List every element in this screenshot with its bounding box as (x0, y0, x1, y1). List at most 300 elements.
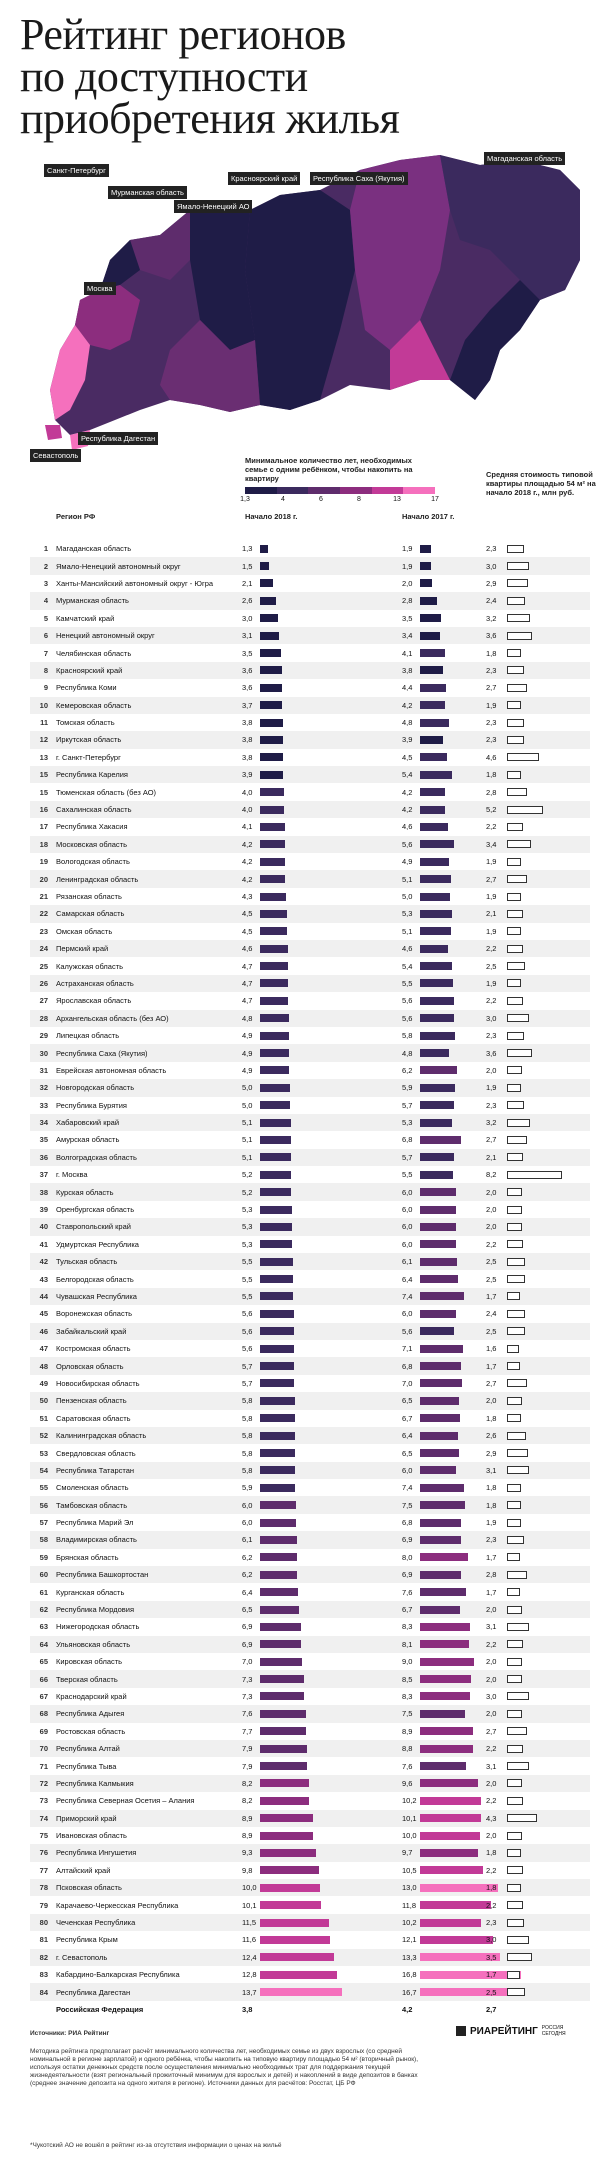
header-2017: Начало 2017 г. (402, 512, 455, 521)
table-row (30, 627, 590, 644)
row-2018-bar (260, 962, 288, 970)
row-2017-bar (420, 1153, 454, 1161)
row-2018-value: 3,8 (242, 735, 253, 745)
row-2018-value: 2,1 (242, 578, 253, 588)
row-region: Республика Северная Осетия – Алания (56, 1796, 195, 1806)
row-price-bar (507, 1258, 525, 1266)
row-price-value: 1,8 (486, 1848, 497, 1858)
row-2018-bar (260, 1675, 304, 1683)
row-2018-value: 4,5 (242, 926, 253, 936)
row-2017-value: 5,1 (402, 874, 413, 884)
row-price-value: 2,3 (486, 1918, 497, 1928)
row-price-value: 2,3 (486, 735, 497, 745)
row-2017-bar (420, 1066, 457, 1074)
row-price-value: 3,0 (486, 1691, 497, 1701)
table-row (30, 1618, 590, 1635)
row-2018-value: 8,9 (242, 1831, 253, 1841)
row-price-value: 2,0 (486, 1065, 497, 1075)
row-2017-value: 6,8 (402, 1361, 413, 1371)
row-region: Липецкая область (56, 1031, 120, 1041)
ria-logo (456, 2025, 572, 2037)
row-price-bar (507, 1866, 523, 1874)
row-price-value: 1,7 (486, 1970, 497, 1980)
table-row (30, 1410, 590, 1427)
row-region: Республика Ингушетия (56, 1848, 137, 1858)
row-rank: 52 (39, 1431, 48, 1441)
row-price-bar (507, 1101, 524, 1109)
row-2017-bar (420, 597, 437, 605)
russia-row (30, 2000, 590, 2018)
header-price: Средняя стоимость типовой квартиры площадью 54 м² на начало 2018 г., млн руб. (486, 470, 596, 497)
row-2017-bar (420, 562, 431, 570)
legend-tick: 1,3 (240, 496, 250, 503)
row-2017-bar (420, 1727, 473, 1735)
row-2018-value: 4,7 (242, 996, 253, 1006)
row-price-bar (507, 1119, 530, 1127)
map-label-spb: Санкт-Петербург (44, 164, 109, 177)
row-2018-value: 4,1 (242, 822, 253, 832)
row-2017-value: 8,5 (402, 1674, 413, 1684)
row-rank: 29 (39, 1031, 48, 1041)
row-2018-bar (260, 1345, 294, 1353)
row-2018-value: 12,8 (242, 1970, 257, 1980)
row-region: Республика Марий Эл (56, 1518, 134, 1528)
map-label-magadan: Магаданская область (484, 152, 565, 165)
row-region: Смоленская область (56, 1483, 129, 1493)
row-rank: 70 (39, 1744, 48, 1754)
row-2017-bar (420, 1623, 470, 1631)
row-2018-bar (260, 1919, 329, 1927)
table-row (30, 1688, 590, 1705)
table-row (30, 1044, 590, 1061)
row-2018-bar (260, 1536, 297, 1544)
row-price-bar (507, 875, 527, 883)
row-2018-value: 5,1 (242, 1135, 253, 1145)
row-2017-value: 5,6 (402, 1013, 413, 1023)
row-rank: 12 (39, 735, 48, 745)
row-price-bar (507, 597, 525, 605)
row-region: Кировская область (56, 1657, 123, 1667)
row-2017-bar (420, 1571, 461, 1579)
row-2017-value: 5,4 (402, 770, 413, 780)
row-2017-bar (420, 719, 449, 727)
row-2018-value: 1,3 (242, 544, 253, 554)
row-rank: 8 (43, 665, 48, 675)
table-row (30, 870, 590, 887)
table-row (30, 592, 590, 609)
row-2018-value: 5,3 (242, 1222, 253, 1232)
row-rank: 57 (39, 1518, 48, 1528)
row-2018-value: 5,6 (242, 1309, 253, 1319)
row-2017-value: 13,0 (402, 1883, 417, 1893)
row-price-bar (507, 1727, 527, 1735)
row-price-bar (507, 1536, 524, 1544)
row-2017-value: 6,0 (402, 1465, 413, 1475)
row-2018-bar (260, 1814, 313, 1822)
row-2018-bar (260, 736, 283, 744)
table-row (30, 1949, 590, 1966)
row-2018-value: 5,1 (242, 1152, 253, 1162)
row-2018-bar (260, 1484, 295, 1492)
row-2018-value: 5,7 (242, 1361, 253, 1371)
row-2017-value: 5,1 (402, 926, 413, 936)
row-price-value: 2,0 (486, 1709, 497, 1719)
row-price-value: 2,5 (486, 1257, 497, 1267)
row-rank: 65 (39, 1657, 48, 1667)
row-2017-bar (420, 1397, 459, 1405)
legend-ticks (240, 496, 439, 506)
row-2018-bar (260, 719, 283, 727)
sources-note: Источники: РИА Рейтинг (30, 2030, 110, 2037)
row-2017-bar (420, 927, 451, 935)
row-2017-value: 8,3 (402, 1622, 413, 1632)
row-region: Томская область (56, 718, 115, 728)
row-price-bar (507, 1153, 523, 1161)
row-price-bar (507, 666, 524, 674)
row-2017-bar (420, 614, 441, 622)
row-price-bar (507, 1571, 527, 1579)
table-row (30, 1914, 590, 1931)
row-2018-value: 3,5 (242, 648, 253, 658)
row-region: Магаданская область (56, 544, 132, 554)
row-price-value: 2,3 (486, 544, 497, 554)
row-rank: 38 (39, 1187, 48, 1197)
row-price-value: 3,2 (486, 613, 497, 623)
table-row (30, 853, 590, 870)
row-price-value: 2,0 (486, 1605, 497, 1615)
table-row (30, 1201, 590, 1218)
row-2018-value: 10,1 (242, 1900, 257, 1910)
table-row (30, 923, 590, 940)
table-row (30, 1983, 590, 2000)
row-price-bar (507, 1901, 523, 1909)
row-price-bar (507, 1606, 522, 1614)
row-region: Пензенская область (56, 1396, 127, 1406)
row-2018-value: 7,9 (242, 1761, 253, 1771)
row-region: Владимирская область (56, 1535, 137, 1545)
row-price-bar (507, 1519, 521, 1527)
row-price-value: 2,0 (486, 1674, 497, 1684)
row-price-bar (507, 823, 523, 831)
row-2018-bar (260, 893, 286, 901)
row-2017-value: 4,2 (402, 787, 413, 797)
row-2018-bar (260, 1519, 296, 1527)
table-row (30, 1427, 590, 1444)
table-row (30, 1305, 590, 1322)
row-2018-value: 5,3 (242, 1205, 253, 1215)
row-2017-value: 4,2 (402, 805, 413, 815)
row-2018-bar (260, 1971, 337, 1979)
russia-label: Российская Федерация (56, 2004, 144, 2014)
row-price-value: 2,2 (486, 1796, 497, 1806)
legend-tick: 8 (357, 496, 361, 503)
row-price-value: 2,5 (486, 961, 497, 971)
table-row (30, 1896, 590, 1913)
row-2018-bar (260, 875, 285, 883)
row-2018-value: 5,8 (242, 1448, 253, 1458)
row-2017-bar (420, 806, 445, 814)
row-2018-value: 3,7 (242, 700, 253, 710)
row-price-bar (507, 1658, 522, 1666)
table-row (30, 1549, 590, 1566)
table-row (30, 801, 590, 818)
row-rank: 30 (39, 1048, 48, 1058)
row-2017-value: 8,3 (402, 1691, 413, 1701)
russia-2017: 4,2 (402, 2004, 413, 2014)
row-rank: 21 (39, 892, 48, 901)
row-price-value: 1,8 (486, 1500, 497, 1510)
table-row (30, 1601, 590, 1618)
row-price-bar (507, 1014, 529, 1022)
row-2017-bar (420, 1084, 455, 1092)
table-row (30, 540, 590, 557)
row-2018-bar (260, 1171, 291, 1179)
table-row (30, 888, 590, 905)
row-rank: 69 (39, 1726, 48, 1736)
row-2018-bar (260, 1136, 291, 1144)
row-price-value: 3,1 (486, 1761, 497, 1771)
row-2017-value: 7,6 (402, 1761, 413, 1771)
row-2017-bar (420, 1866, 483, 1874)
row-price-value: 1,9 (486, 700, 497, 710)
row-2018-value: 5,9 (242, 1483, 253, 1493)
row-price-bar (507, 1692, 529, 1700)
row-2018-bar (260, 701, 282, 709)
row-rank: 2 (43, 561, 48, 571)
row-rank: 9 (43, 683, 48, 693)
row-2018-bar (260, 910, 287, 918)
row-rank: 25 (39, 961, 48, 971)
row-2017-bar (420, 1519, 461, 1527)
row-region: Брянская область (56, 1552, 119, 1562)
row-rank: 5 (43, 613, 48, 623)
row-2018-value: 5,0 (242, 1083, 253, 1093)
row-2017-bar (420, 545, 431, 553)
table-row (30, 1810, 590, 1827)
row-price-value: 1,9 (486, 1083, 497, 1093)
row-2018-value: 11,6 (242, 1935, 257, 1945)
row-2018-value: 1,5 (242, 561, 253, 571)
row-price-value: 2,2 (486, 1900, 497, 1910)
row-region: г. Севастополь (56, 1952, 108, 1962)
row-2018-bar (260, 788, 284, 796)
row-2018-value: 4,5 (242, 909, 253, 919)
row-2018-bar (260, 1936, 330, 1944)
row-price-bar (507, 1188, 522, 1196)
row-price-bar (507, 1223, 522, 1231)
row-2017-value: 6,2 (402, 1065, 413, 1075)
row-2018-bar (260, 1501, 296, 1509)
row-2018-bar (260, 562, 269, 570)
row-2018-bar (260, 1032, 289, 1040)
table-row (30, 1496, 590, 1513)
row-price-value: 2,5 (486, 1987, 497, 1997)
map-label-yanao: Ямало-Ненецкий АО (174, 200, 252, 213)
row-rank: 24 (39, 944, 48, 954)
row-region: Удмуртская Республика (56, 1239, 139, 1249)
row-2017-bar (420, 1432, 458, 1440)
table-row (30, 644, 590, 661)
map-label-krasnoyarsk: Красноярский край (228, 172, 300, 185)
table-row (30, 1166, 590, 1183)
row-2017-bar (420, 858, 449, 866)
row-price-value: 5,2 (486, 805, 497, 815)
row-region: Омская область (56, 926, 113, 936)
row-region: Вологодская область (56, 857, 130, 867)
row-price-value: 2,0 (486, 1187, 497, 1197)
row-region: Республика Саха (Якутия) (56, 1048, 148, 1058)
row-rank: 1 (43, 544, 48, 554)
row-price-bar (507, 927, 521, 935)
row-region: Самарская область (56, 909, 125, 919)
row-price-value: 1,8 (486, 1883, 497, 1893)
row-region: Ханты-Мансийский автономный округ - Югра (56, 578, 214, 588)
row-region: Тульская область (56, 1257, 118, 1267)
row-price-bar (507, 1136, 527, 1144)
row-price-value: 2,2 (486, 1239, 497, 1249)
row-rank: 28 (39, 1013, 48, 1023)
row-rank: 15 (39, 770, 48, 780)
row-2017-value: 5,0 (402, 892, 413, 901)
row-price-bar (507, 753, 539, 761)
row-2018-value: 12,4 (242, 1952, 257, 1962)
row-price-bar (507, 945, 523, 953)
row-2017-value: 9,6 (402, 1778, 413, 1788)
row-2018-bar (260, 1606, 299, 1614)
row-price-bar (507, 736, 524, 744)
row-2017-bar (420, 1501, 465, 1509)
row-2017-bar (420, 1275, 458, 1283)
row-2017-value: 6,4 (402, 1431, 413, 1441)
row-price-value: 2,7 (486, 1726, 497, 1736)
row-region: Республика Башкортостан (56, 1570, 149, 1580)
row-2017-bar (420, 736, 443, 744)
row-rank: 22 (39, 909, 48, 919)
row-2018-bar (260, 1188, 291, 1196)
row-2017-value: 7,5 (402, 1500, 413, 1510)
row-rank: 75 (39, 1831, 48, 1841)
row-2018-value: 6,2 (242, 1552, 253, 1562)
row-2017-value: 13,3 (402, 1952, 417, 1962)
row-2018-bar (260, 1710, 306, 1718)
row-rank: 53 (39, 1448, 48, 1458)
row-2018-value: 6,9 (242, 1622, 253, 1632)
row-region: Сахалинская область (56, 805, 132, 815)
row-price-bar (507, 1745, 523, 1753)
row-2018-value: 5,7 (242, 1378, 253, 1388)
row-rank: 10 (39, 700, 48, 710)
row-region: Ставропольский край (56, 1222, 131, 1232)
row-2018-bar (260, 979, 288, 987)
row-region: Республика Адыгея (56, 1709, 125, 1719)
row-rank: 42 (39, 1257, 48, 1267)
row-region: Курганская область (56, 1587, 125, 1597)
row-price-value: 1,9 (486, 892, 497, 901)
legend-tick: 6 (319, 496, 323, 503)
row-2018-value: 5,3 (242, 1239, 253, 1249)
row-2018-value: 5,6 (242, 1344, 253, 1354)
row-price-value: 4,6 (486, 752, 497, 762)
row-rank: 6 (43, 631, 48, 641)
row-2018-value: 6,9 (242, 1639, 253, 1649)
legend-swatch (308, 487, 340, 494)
row-rank: 60 (39, 1570, 48, 1580)
row-price-bar (507, 1553, 520, 1561)
row-2017-bar (420, 1832, 480, 1840)
row-price-value: 3,0 (486, 561, 497, 571)
row-price-value: 2,0 (486, 1778, 497, 1788)
row-region: Республика Коми (56, 683, 117, 693)
method-note: Методика рейтинга предполагает расчёт минимального количества лет, необходимых семье из двух взрослых (со средней номинальной в регионе зарплатой) и одного ребёнка, чтобы накопить на типовую квартиру площадью 54 м² (вторичный рынок), используя остатки денежных средств после осуществления минимально необходимых трат для поддержания текущей жизнедеятельности (взят региональный прожиточный минимум для взрослых и детей) и накоплений в виде депозитов в банках (среднее значение депозита на одного жителя в регионе). Источники данных для расчётов: Росстат, ЦБ РФ (30, 2048, 419, 2087)
row-region: Волгоградская область (56, 1152, 137, 1162)
table-row (30, 1010, 590, 1027)
row-2017-value: 4,6 (402, 944, 413, 954)
row-price-bar (507, 1292, 520, 1300)
row-region: Орловская область (56, 1361, 124, 1371)
row-2017-value: 6,0 (402, 1187, 413, 1197)
row-rank: 80 (39, 1918, 48, 1928)
row-2017-value: 10,1 (402, 1813, 417, 1823)
row-2018-value: 3,1 (242, 631, 253, 641)
row-price-bar (507, 684, 527, 692)
row-price-bar (507, 1171, 562, 1179)
row-2017-bar (420, 1553, 468, 1561)
row-rank: 67 (39, 1691, 48, 1701)
row-price-value: 3,6 (486, 1048, 497, 1058)
row-region: Кабардино-Балкарская Республика (56, 1970, 180, 1980)
table-row (30, 1827, 590, 1844)
row-price-value: 2,3 (486, 1535, 497, 1545)
row-2018-bar (260, 1884, 320, 1892)
row-2018-value: 4,0 (242, 805, 253, 815)
row-rank: 54 (39, 1465, 48, 1475)
row-2017-bar (420, 1658, 474, 1666)
row-price-value: 2,2 (486, 1744, 497, 1754)
row-price-value: 3,0 (486, 1013, 497, 1023)
table-row (30, 1270, 590, 1287)
row-price-value: 2,7 (486, 1135, 497, 1145)
chukotka-note: *Чукотский АО не вошёл в рейтинг из-за отсутствия информации о ценах на жильё (30, 2142, 282, 2149)
row-2017-bar (420, 753, 447, 761)
row-2017-value: 10,0 (402, 1831, 417, 1841)
table-row (30, 1183, 590, 1200)
row-rank: 34 (39, 1118, 48, 1128)
row-2018-bar (260, 1953, 334, 1961)
row-2018-value: 5,5 (242, 1274, 253, 1284)
row-2017-value: 7,5 (402, 1709, 413, 1719)
title-line-1: Рейтинг регионов (20, 10, 346, 59)
row-price-value: 2,0 (486, 1831, 497, 1841)
row-price-value: 2,9 (486, 1448, 497, 1458)
row-region: Карачаево-Черкесская Республика (56, 1900, 179, 1910)
row-region: Костромская область (56, 1344, 131, 1354)
row-2017-value: 5,7 (402, 1100, 413, 1110)
row-2018-value: 5,2 (242, 1170, 253, 1180)
row-region: Псковская область (56, 1883, 122, 1893)
table-row (30, 1636, 590, 1653)
row-price-value: 2,0 (486, 1205, 497, 1215)
row-2017-bar (420, 649, 445, 657)
row-price-bar (507, 1710, 522, 1718)
row-2017-bar (420, 1710, 465, 1718)
row-2017-bar (420, 771, 452, 779)
row-2017-bar (420, 1014, 454, 1022)
row-price-bar (507, 649, 521, 657)
row-2018-bar (260, 1866, 319, 1874)
row-2017-value: 7,0 (402, 1378, 413, 1388)
table-row (30, 662, 590, 679)
row-price-bar (507, 579, 528, 587)
